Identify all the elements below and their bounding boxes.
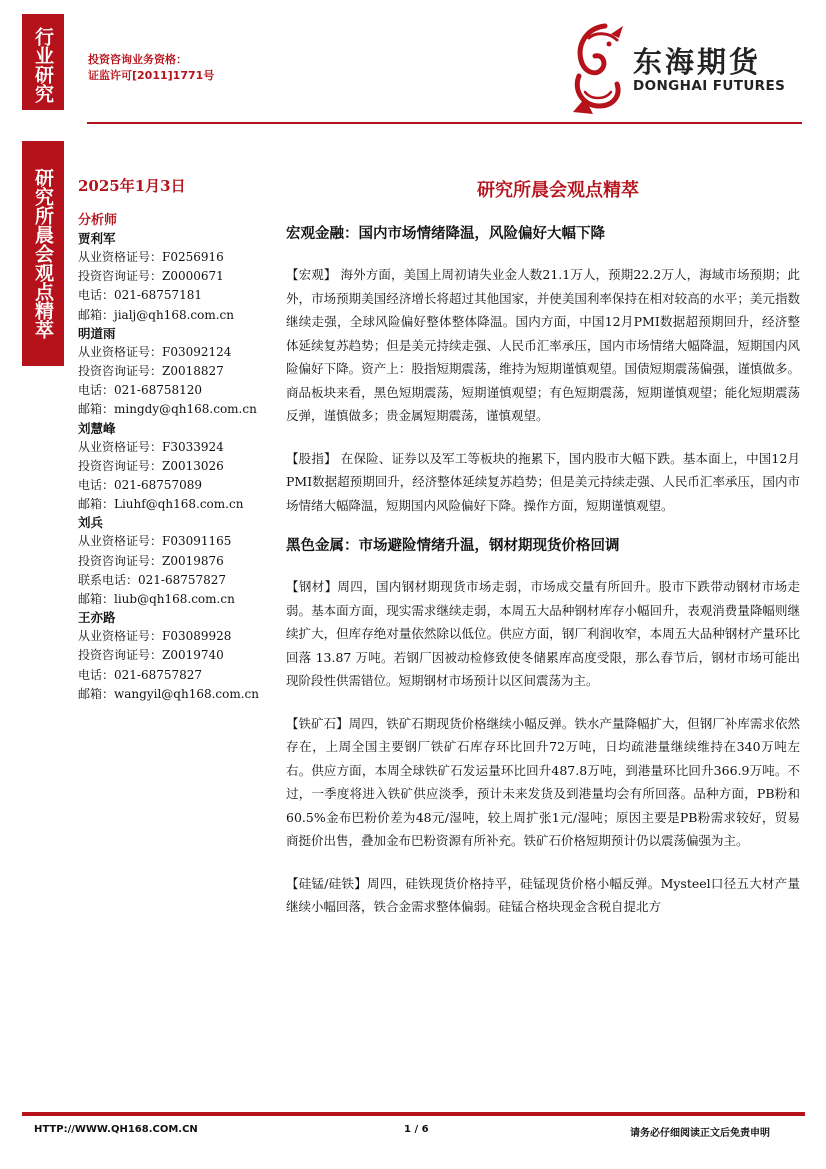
section-title: 黑色金属：市场避险情绪升温，钢材期现货价格回调 <box>286 537 620 554</box>
section-ferrous-metals <box>286 536 800 919</box>
page-title: 研究所晨会观点精萃 <box>477 180 639 201</box>
analyst-name: 刘慧峰 <box>78 420 116 436</box>
footer-url[interactable]: HTTP://WWW.QH168.COM.CN <box>34 1124 198 1135</box>
analyst-sidebar <box>78 175 278 704</box>
analyst-card <box>78 514 278 609</box>
analysts-heading: 分析师 <box>78 213 118 228</box>
footer-divider <box>22 1112 805 1116</box>
analyst-qualification-no: 从业资格证号：F03089928 <box>78 629 232 644</box>
paragraph-steel: 【钢材】周四，国内钢材期现货市场走弱，市场成交量有所回升。股市下跌带动钢材市场走弱。基本面方面，现实需求继续走弱，本周五大品种钢材库存小幅回升，表观消费量降幅则继续扩大，但库存绝对量依然除以低位。供应方面，钢厂利润收窄，本周五大品种钢材产量环比回落 13.87 万吨。若钢厂因被动检修致使冬储累库高度受限，那么春节后，钢材市场可能出现阶段性供需错位。短期钢材市场预计以区间震荡为主。 <box>286 579 800 688</box>
analyst-qualification-no: 从业资格证号：F03091165 <box>78 534 232 549</box>
analyst-email: 邮箱：wangyil@qh168.com.cn <box>78 686 260 701</box>
analyst-card <box>78 230 278 325</box>
analyst-name: 刘兵 <box>78 515 104 531</box>
footer-page-number: 1 / 6 <box>404 1124 429 1135</box>
paragraph-iron-ore: 【铁矿石】周四，铁矿石期现货价格继续小幅反弹。铁水产量降幅扩大，但钢厂补库需求依然存在，上周全国主要钢厂铁矿石库存环比回升72万吨，日均疏港量继续维持在340万吨左右。供应方面，本周全球铁矿石发运量环比回升487.8万吨，到港量环比回升366.9万吨。不过，一季度将进入铁矿供应淡季，预计未来发货及到港量均会有所回落。品种方面，PB粉和60.5%金布巴粉价差为48元/湿吨，较上周扩张1元/湿吨；原因主要是PB粉需求较好，贸易商挺价出售，叠加金布巴粉资源有所补充。铁矿石价格短期预计仍以震荡偏强为主。 <box>286 715 800 848</box>
analyst-advisory-no: 投资咨询证号：Z0000671 <box>78 269 224 284</box>
analyst-advisory-no: 投资咨询证号：Z0019740 <box>78 648 224 663</box>
header-divider <box>87 122 802 124</box>
main-content <box>286 176 800 938</box>
analyst-name: 王亦路 <box>78 610 116 626</box>
analyst-phone: 电话：021-68757181 <box>78 288 203 303</box>
analyst-card <box>78 325 278 420</box>
license-line-2: 证监许可[2011]1771号 <box>88 69 215 82</box>
analyst-card <box>78 609 278 704</box>
analyst-phone: 联系电话：021-68757827 <box>78 572 227 587</box>
report-date: 2025年1月3日 <box>78 177 186 195</box>
analyst-qualification-no: 从业资格证号：F3033924 <box>78 439 224 454</box>
analyst-qualification-no: 从业资格证号：F0256916 <box>78 250 224 264</box>
report-type-tab: 行业研究 <box>22 14 64 110</box>
section-title: 宏观金融：国内市场情绪降温，风险偏好大幅下降 <box>286 225 605 242</box>
analyst-email: 邮箱：mingdy@qh168.com.cn <box>78 402 257 417</box>
analyst-card <box>78 420 278 515</box>
footer-disclaimer: 请务必仔细阅读正文后免责申明 <box>630 1128 770 1139</box>
analyst-advisory-no: 投资咨询证号：Z0013026 <box>78 458 224 473</box>
analyst-email: 邮箱：Liuhf@qh168.com.cn <box>78 497 244 512</box>
analyst-email: 邮箱：jialj@qh168.com.cn <box>78 307 234 322</box>
analyst-qualification-no: 从业资格证号：F03092124 <box>78 344 232 359</box>
report-title-tab: 研究所晨会观点精萃 <box>22 141 64 366</box>
dragon-emblem-icon <box>565 18 635 118</box>
analyst-phone: 电话：021-68757089 <box>78 478 203 493</box>
logo-name-en: DONGHAI FUTURES <box>633 78 786 94</box>
section-macro <box>286 224 800 517</box>
analyst-name: 贾利军 <box>78 231 116 246</box>
license-line-1: 投资咨询业务资格： <box>88 53 187 66</box>
analyst-advisory-no: 投资咨询证号：Z0018827 <box>78 364 224 379</box>
paragraph-macro: 【宏观】 海外方面，美国上周初请失业金人数21.1万人，预期22.2万人，海域市场预期；此外，市场预期美国经济增长将超过其他国家，并使美国利率保持在相对较高的水平；美元指数继续走强，全球风险偏好整体整体降温。国内方面，中国12月PMI数据超预期回升，经济整体延续复苏趋势；但是美元持续走强、人民币汇率承压，国内市场情绪大幅降温，短期国内风险偏好下降。资产上：股指短期震荡，维持为短期谨慎观望。国债短期震荡偏强，谨慎做多。商品板块来看，黑色短期震荡，短期谨慎观望；有色短期震荡，短期谨慎观望；能化短期震荡反弹，谨慎做多；贵金属短期震荡，谨慎观望。 <box>286 267 800 423</box>
logo-name-cn: 东海期货 <box>633 45 762 79</box>
paragraph-ferroalloy: 【硅锰/硅铁】周四，硅铁现货价格持平，硅锰现货价格小幅反弹。Mysteel口径五大材产量继续小幅回落，铁合金需求整体偏弱。硅锰合格块现金含税自提北方 <box>286 875 800 914</box>
donghai-futures-logo <box>565 18 805 118</box>
license-info <box>88 52 214 84</box>
analyst-phone: 电话：021-68757827 <box>78 667 203 682</box>
analyst-name: 明道雨 <box>78 325 116 341</box>
analyst-phone: 电话：021-68758120 <box>78 383 203 398</box>
analyst-email: 邮箱：liub@qh168.com.cn <box>78 592 235 607</box>
paragraph-stock-index: 【股指】 在保险、证券以及军工等板块的拖累下，国内股市大幅下跌。基本面上，中国12月PMI数据超预期回升，经济整体延续复苏趋势；但是美元持续走强、人民币汇率承压，国内市场情绪大幅降温，短期国内风险偏好下降。操作方面，短期谨慎观望。 <box>286 450 800 513</box>
analyst-advisory-no: 投资咨询证号：Z0019876 <box>78 553 224 568</box>
